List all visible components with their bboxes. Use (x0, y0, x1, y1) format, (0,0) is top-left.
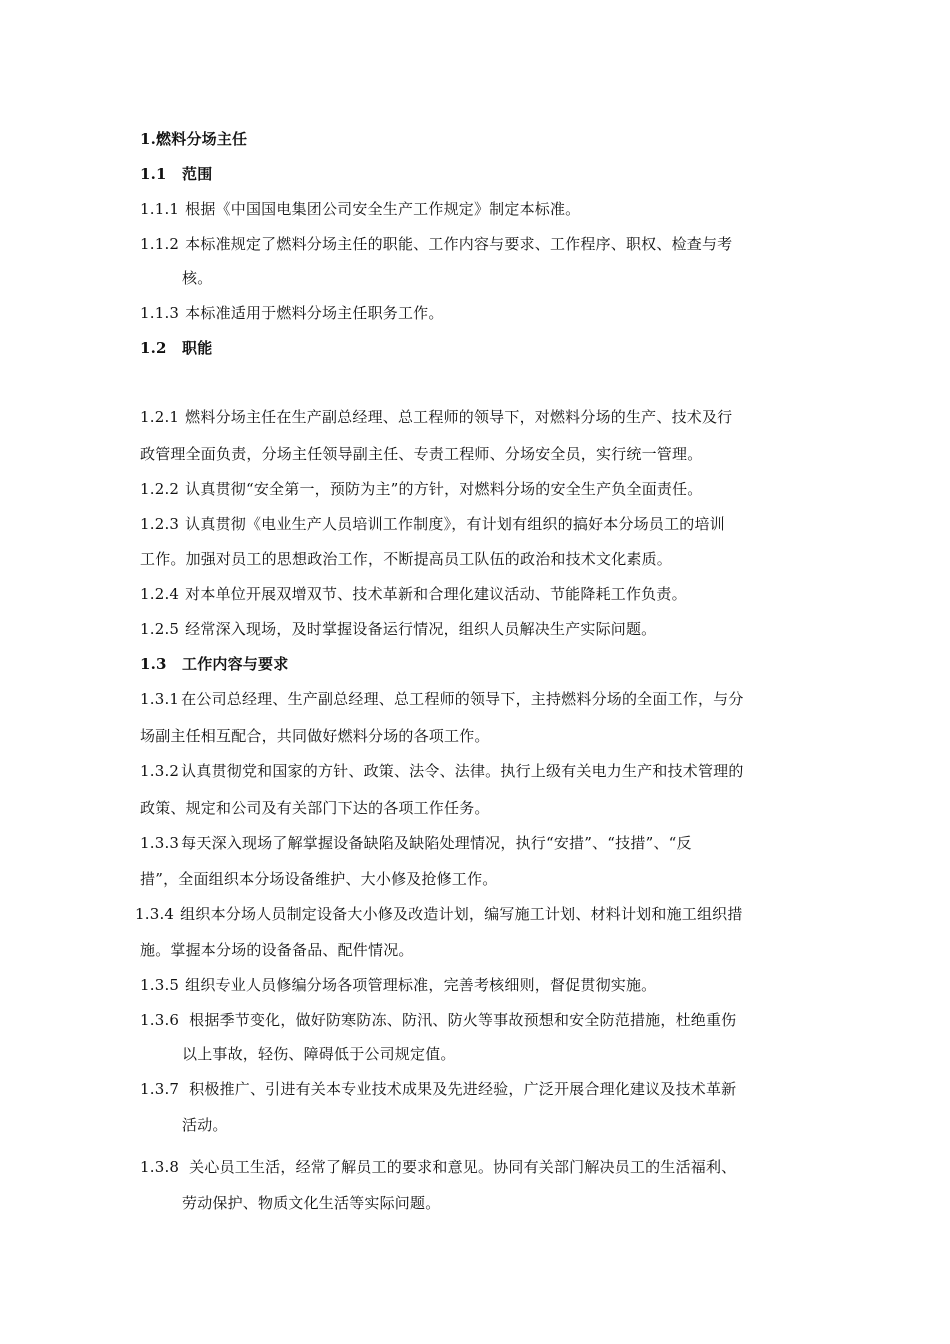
item-number: 1.3.7 (140, 1080, 180, 1098)
paragraph-1-3-5 (140, 975, 656, 995)
paragraph-1-3-7 (140, 1079, 736, 1099)
item-text: 认真贯彻《电业生产人员培训工作制度》，有计划有组织的搞好本分场员工的培训 (185, 515, 725, 533)
item-number: 1.2.1 (140, 408, 180, 426)
paragraph-1-2-5 (140, 619, 656, 639)
paragraph-1-3-3 (140, 833, 692, 853)
section-number: 1.1 (140, 165, 167, 183)
item-text: 本标准规定了燃料分场主任的职能、工作内容与要求、工作程序、职权、检查与考 (185, 235, 733, 253)
item-number: 1.1.2 (140, 235, 180, 253)
paragraph-1-3-4 (135, 904, 743, 924)
item-text: 组织本分场人员制定设备大小修及改造计划，编写施工计划、材料计划和施工组织措 (180, 905, 743, 923)
item-number: 1.3.5 (140, 976, 180, 994)
item-text: 对本单位开展双增双节、技术革新和合理化建议活动、节能降耗工作负责。 (185, 585, 687, 603)
paragraph-1-2-1-cont: 政管理全面负责，分场主任领导副主任、专责工程师、分场安全员，实行统一管理。 (140, 445, 703, 463)
section-heading-1-3 (140, 654, 288, 674)
paragraph-1-3-6 (140, 1010, 736, 1030)
item-number: 1.3.8 (140, 1158, 180, 1176)
paragraph-1-2-4 (140, 584, 687, 604)
item-text: 关心员工生活，经常了解员工的要求和意见。协同有关部门解决员工的生活福利、 (189, 1158, 737, 1176)
paragraph-1-2-2 (140, 479, 703, 499)
section-number: 1.2 (140, 339, 167, 357)
item-number: 1.1.3 (140, 304, 180, 322)
item-text: 本标准适用于燃料分场主任职务工作。 (185, 304, 444, 322)
item-number: 1.3.3 (140, 834, 180, 852)
item-text: 燃料分场主任在生产副总经理、总工程师的领导下，对燃料分场的生产、技术及行 (185, 408, 733, 426)
paragraph-1-2-3 (140, 514, 725, 534)
paragraph-1-3-1 (140, 689, 744, 709)
paragraph-1-3-8-cont: 劳动保护、物质文化生活等实际问题。 (182, 1194, 441, 1212)
paragraph-1-3-7-cont: 活动。 (182, 1116, 228, 1134)
item-text: 认真贯彻党和国家的方针、政策、法令、法律。执行上级有关电力生产和技术管理的 (181, 762, 744, 780)
section-title: 范围 (182, 165, 213, 183)
item-text: 积极推广、引进有关本专业技术成果及先进经验，广泛开展合理化建议及技术革新 (189, 1080, 737, 1098)
item-number: 1.2.5 (140, 620, 180, 638)
item-number: 1.1.1 (140, 200, 180, 218)
item-text: 每天深入现场了解掌握设备缺陷及缺陷处理情况，执行“安措”、“技措”、“反 (181, 834, 692, 852)
section-number: 1.3 (140, 655, 167, 673)
section-heading-1-1 (140, 164, 212, 184)
paragraph-1-3-4-cont: 施。掌握本分场的设备备品、配件情况。 (140, 941, 414, 959)
item-text: 根据《中国国电集团公司安全生产工作规定》制定本标准。 (185, 200, 581, 218)
paragraph-1-2-1 (140, 407, 732, 427)
paragraph-1-3-1-cont: 场副主任相互配合，共同做好燃料分场的各项工作。 (140, 727, 490, 745)
item-number: 1.3.6 (140, 1011, 180, 1029)
item-number: 1.2.2 (140, 480, 180, 498)
paragraph-1-1-1 (140, 199, 580, 219)
paragraph-1-3-2-cont: 政策、规定和公司及有关部门下达的各项工作任务。 (140, 799, 490, 817)
item-number: 1.2.3 (140, 515, 180, 533)
section-heading-1-2 (140, 338, 212, 358)
item-text: 认真贯彻“安全第一，预防为主”的方针，对燃料分场的安全生产负全面责任。 (185, 480, 703, 498)
item-number: 1.3.4 (135, 905, 175, 923)
paragraph-1-3-8 (140, 1157, 736, 1177)
item-text: 根据季节变化，做好防寒防冻、防汛、防火等事故预想和安全防范措施，杜绝重伤 (189, 1011, 737, 1029)
paragraph-1-3-2 (140, 761, 744, 781)
item-number: 1.3.1 (140, 690, 180, 708)
item-text: 经常深入现场，及时掌握设备运行情况，组织人员解决生产实际问题。 (185, 620, 657, 638)
item-text: 在公司总经理、生产副总经理、总工程师的领导下，主持燃料分场的全面工作，与分 (181, 690, 744, 708)
section-title: 工作内容与要求 (182, 655, 289, 673)
item-text: 组织专业人员修编分场各项管理标准，完善考核细则，督促贯彻实施。 (185, 976, 657, 994)
paragraph-1-1-2 (140, 234, 732, 254)
paragraph-1-1-2-cont: 核。 (182, 269, 213, 287)
item-number: 1.2.4 (140, 585, 180, 603)
section-title: 职能 (182, 339, 213, 357)
paragraph-1-1-3 (140, 303, 444, 323)
paragraph-1-3-6-cont: 以上事故，轻伤、障碍低于公司规定值。 (182, 1045, 456, 1063)
paragraph-1-3-3-cont: 措”，全面组织本分场设备维护、大小修及抢修工作。 (140, 870, 498, 888)
paragraph-1-2-3-cont: 工作。加强对员工的思想政治工作，不断提高员工队伍的政治和技术文化素质。 (140, 550, 673, 568)
document-title: 1.燃料分场主任 (140, 130, 248, 148)
item-number: 1.3.2 (140, 762, 180, 780)
